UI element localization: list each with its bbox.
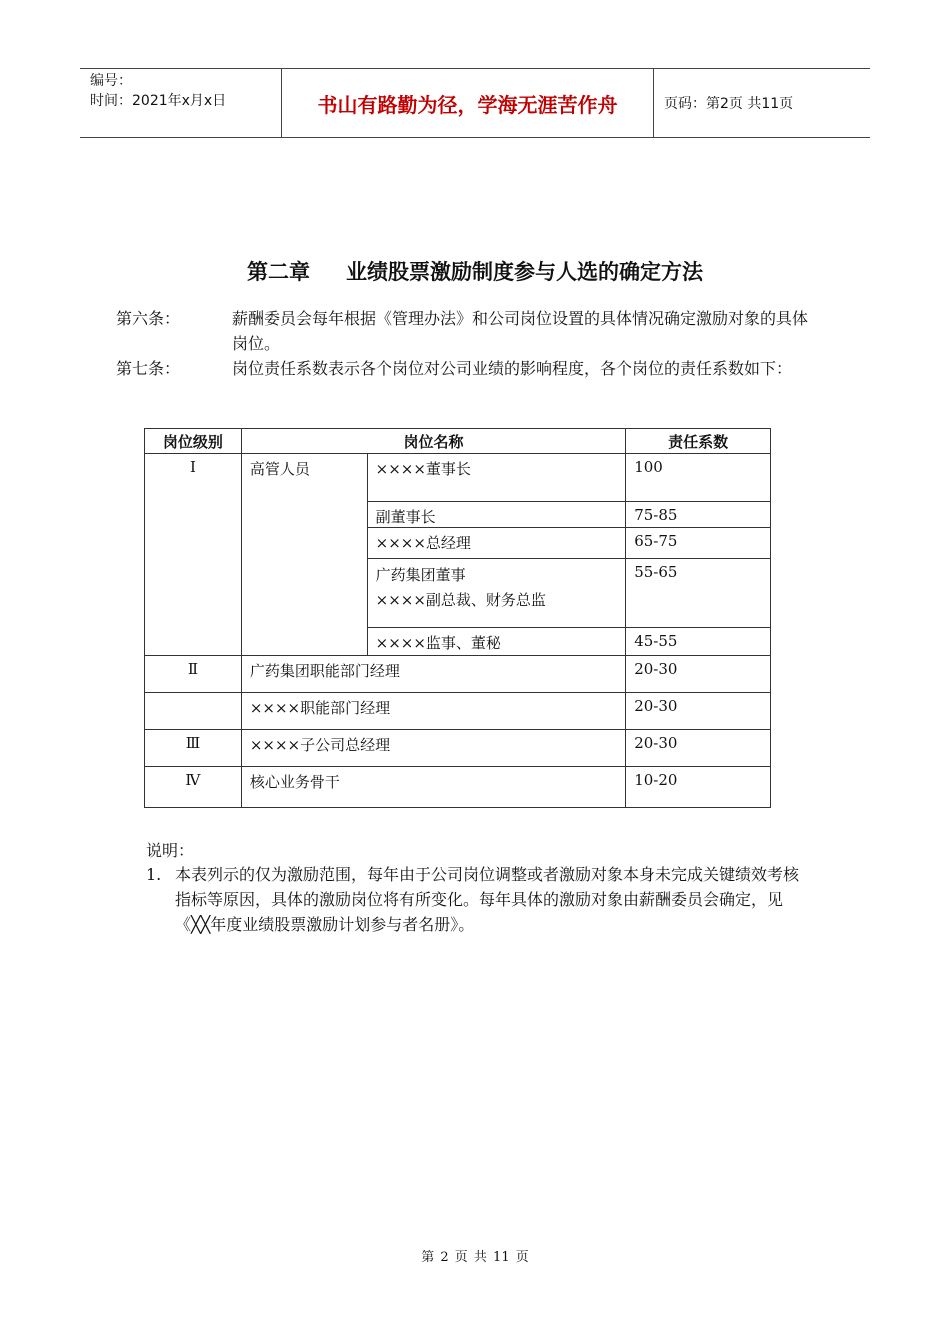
doc-time-label: 时间：2021年x月x日 [90,93,227,109]
chapter-heading: 业绩股票激励制度参与人选的确定方法 [346,260,703,284]
coefficient-cell: 45-55 [626,628,771,656]
chapter-title [0,256,950,286]
notes-title: 说明： [146,841,195,860]
position-cell: 广药集团职能部门经理 [241,656,625,693]
table-row [145,730,771,767]
level-cell: Ⅳ [145,767,242,808]
header-divider [653,69,654,137]
coefficient-cell: 55-65 [626,559,771,628]
position-line: 广药集团董事 [375,566,466,584]
responsibility-table [144,428,771,808]
coefficient-cell: 10-20 [626,767,771,808]
position-cell: ××××总经理 [367,528,626,559]
article-label: 第七条： [116,359,181,378]
level-cell [145,693,242,730]
doc-number-label: 编号： [90,73,132,89]
column-header: 岗位级别 [145,429,242,454]
table-row [145,767,771,808]
level-cell: Ⅲ [145,730,242,767]
coefficient-cell: 75-85 [626,502,771,528]
header-motto: 书山有路勤为径，学海无涯苦作舟 [317,92,618,117]
page-header [80,68,870,138]
position-line: ××××副总裁、财务总监 [375,591,546,609]
coefficient-cell: 20-30 [626,656,771,693]
coefficient-cell: 20-30 [626,730,771,767]
note-text: 本表列示的仅为激励范围，每年由于公司岗位调整或者激励对象本身未完成关键绩效考核指标等原因，具体的激励岗位将有所变化。每年具体的激励对象由薪酬委员会确定，见《╳╳年度业绩股票激励计划参与者名册》。 [175,865,800,934]
column-header: 岗位名称 [241,429,625,454]
position-cell: 副董事长 [367,502,626,528]
table-row [145,693,771,730]
header-info [80,69,280,137]
position-cell: ××××董事长 [367,454,626,502]
position-cell: ××××监事、董秘 [367,628,626,656]
page-footer: 第 2 页 共 11 页 [421,1250,529,1265]
article-text: 薪酬委员会每年根据《管理办法》和公司岗位设置的具体情况确定激励对象的具体岗位。 [232,309,809,353]
coefficient-cell: 20-30 [626,693,771,730]
level-cell: Ⅱ [145,656,242,693]
table-row [145,454,771,502]
group-cell: 高管人员 [241,454,367,656]
position-cell: ××××子公司总经理 [241,730,625,767]
chapter-number: 第二章 [247,260,310,284]
table-header-row [145,429,771,454]
article-text: 岗位责任系数表示各个岗位对公司业绩的影响程度，各个岗位的责任系数如下： [232,359,793,378]
note-number: 1. [146,865,162,884]
coefficient-cell: 100 [626,454,771,502]
column-header: 责任系数 [626,429,771,454]
level-cell: Ⅰ [145,454,242,656]
position-cell: ××××职能部门经理 [241,693,625,730]
position-cell: 核心业务骨干 [241,767,625,808]
article-label: 第六条： [116,309,181,328]
position-cell [367,559,626,628]
coefficient-cell: 65-75 [626,528,771,559]
header-page-label: 页码：第2页 共11页 [664,96,794,112]
table-row [145,656,771,693]
